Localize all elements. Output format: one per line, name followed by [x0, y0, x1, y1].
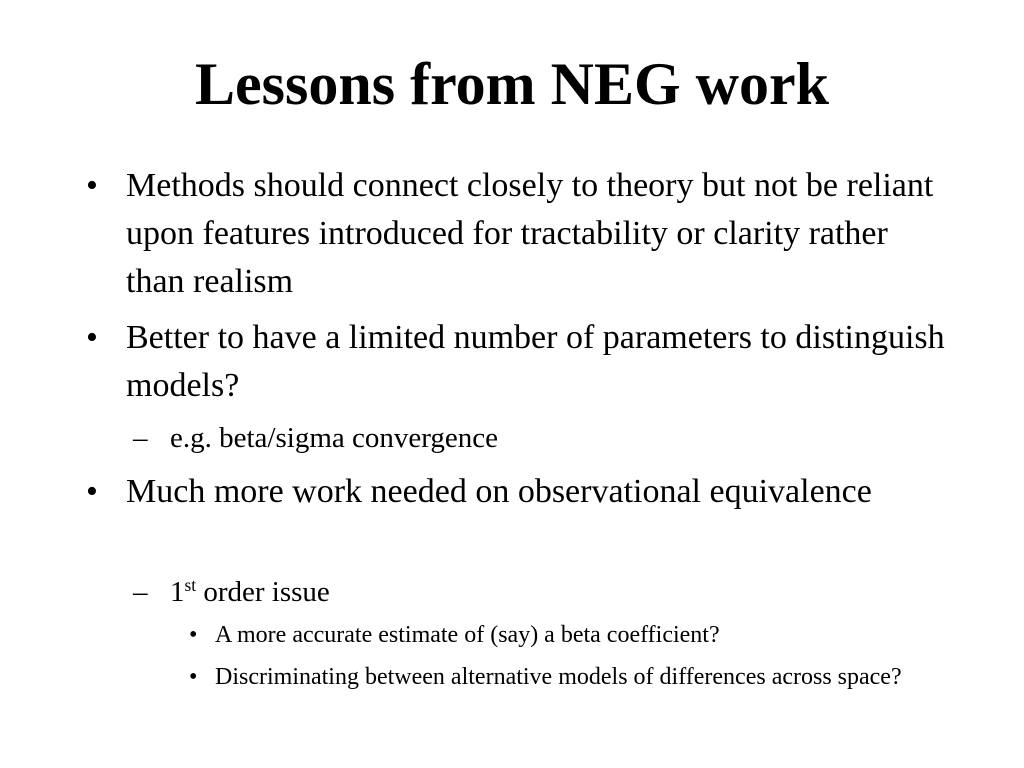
slide-title: Lessons from NEG work — [195, 51, 829, 117]
bullet-text: A more accurate estimate of (say) a beta coefficient? — [215, 622, 720, 648]
bullet-text: e.g. beta/sigma convergence — [170, 422, 498, 454]
sub-sub-bullet-beta-estimate — [189, 618, 935, 653]
bullet-text: Discriminating between alternative models of differences across space? — [215, 664, 902, 690]
bullet-marker: • — [189, 664, 198, 690]
dash-marker: – — [133, 576, 148, 608]
bullet-marker: • — [86, 319, 98, 356]
dash-marker: – — [133, 422, 148, 454]
bullet-marker: • — [189, 622, 198, 648]
bullet-methods — [86, 162, 946, 306]
bullet-text: Methods should connect closely to theory but not be reliant upon features introduced for tractability or clarity rather than realism — [126, 167, 934, 300]
bullet-marker: • — [86, 473, 98, 510]
bullet-marker: • — [86, 167, 98, 204]
bullet-observational-equivalence — [86, 468, 946, 516]
sub-sub-bullet-discriminating-models — [189, 660, 935, 695]
bullet-text: Better to have a limited number of parameters to distinguish models? — [126, 319, 945, 404]
sub-bullet-convergence — [133, 420, 950, 456]
bullet-parameters — [86, 314, 946, 410]
bullet-text: order issue — [196, 576, 330, 608]
bullet-text: Much more work needed on observational equivalence — [126, 473, 872, 510]
sub-bullet-order-issue — [133, 574, 950, 613]
ordinal-superscript: st — [184, 575, 197, 596]
ordinal-number: 1 — [170, 576, 185, 608]
